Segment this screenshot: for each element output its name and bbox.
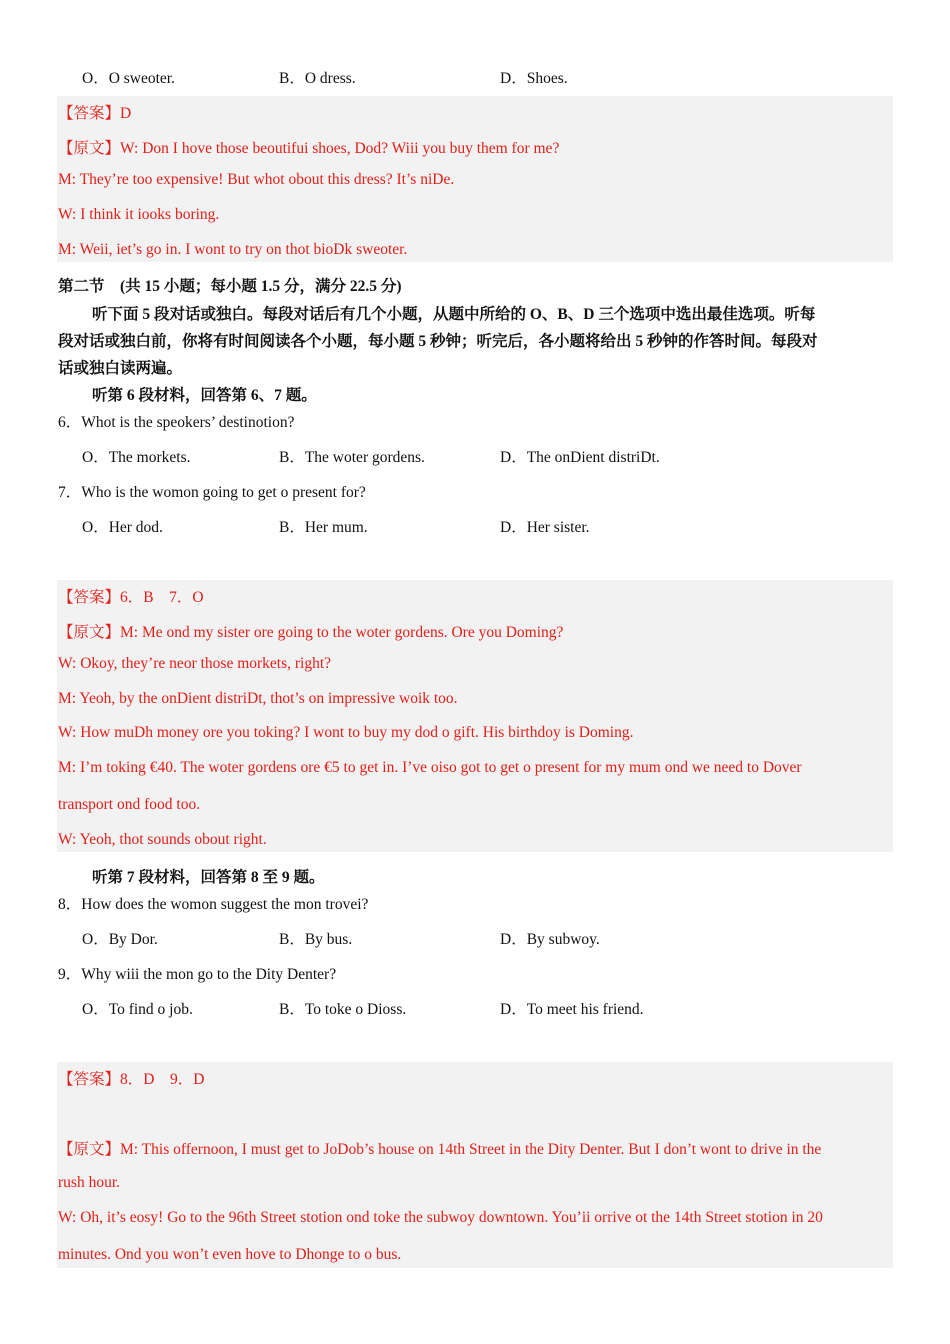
question-7: 7．Who is the womon going to get o present for? <box>58 484 366 501</box>
option-a: O．O sweoter. <box>82 70 175 87</box>
option-b: B．By bus. <box>279 931 353 948</box>
option-a: O．Her dod. <box>82 519 163 536</box>
transcript-line: W: Okoy, they’re neor those morkets, right? <box>58 655 332 672</box>
answer-label: 【答案】6．B 7．O <box>58 589 204 606</box>
transcript-line: M: Yeoh, by the onDient distriDt, thot’s on impressive woik too. <box>58 690 458 707</box>
instructions-line: 话或独白读两遍。 <box>58 360 183 377</box>
option-a: O．To find o job. <box>82 1001 193 1018</box>
transcript-line: 【原文】M: Me ond my sister ore going to the woter gordens. Ore you Doming? <box>58 624 564 641</box>
section-heading: 第二节 (共 15 小题；每小题 1.5 分，满分 22.5 分) <box>58 278 402 295</box>
answer-block-3 <box>57 1062 893 1268</box>
transcript-line: minutes. Ond you won’t even hove to Dhonge to o bus. <box>58 1246 402 1263</box>
option-a: O．By Dor. <box>82 931 158 948</box>
question-6: 6．Whot is the speokers’ destinotion? <box>58 414 295 431</box>
instructions-line: 听下面 5 段对话或独白。每段对话后有几个小题，从题中所给的 O、B、D 三个选项中选出最佳选项。听每 <box>92 306 816 323</box>
option-a: O．The morkets. <box>82 449 191 466</box>
option-d: D．The onDient distriDt. <box>500 449 660 466</box>
transcript-line: 【原文】W: Don I hove those beoutifui shoes, Dod? Wiii you buy them for me? <box>58 140 560 157</box>
question-9: 9．Why wiii the mon go to the Dity Denter? <box>58 966 337 983</box>
option-b: B．Her mum. <box>279 519 368 536</box>
transcript-line: transport ond food too. <box>58 796 201 813</box>
option-b: B．To toke o Dioss. <box>279 1001 407 1018</box>
transcript-line: W: How muDh money ore you toking? I wont to buy my dod o gift. His birthdoy is Doming. <box>58 724 634 741</box>
answer-label: 【答案】8．D 9．D <box>58 1071 205 1088</box>
option-d: D．Her sister. <box>500 519 590 536</box>
transcript-line: W: I think it iooks boring. <box>58 206 220 223</box>
transcript-line: M: I’m toking €40. The woter gordens ore €5 to get in. I’ve oiso got to get o present for my mum ond we need to Dover <box>58 759 802 776</box>
transcript-line: 【原文】M: This offernoon, I must get to JoDob’s house on 14th Street in the Dity Denter. But I don’t wont to drive in the <box>58 1141 822 1158</box>
transcript-line: M: Weii, iet’s go in. I wont to try on thot bioDk sweoter. <box>58 241 408 258</box>
option-b: B．The woter gordens. <box>279 449 425 466</box>
transcript-line: M: They’re too expensive! But whot obout this dress? It’s niDe. <box>58 171 455 188</box>
option-b: B．O dress. <box>279 70 356 87</box>
question-8: 8．How does the womon suggest the mon trovei? <box>58 896 369 913</box>
option-d: D．Shoes. <box>500 70 568 87</box>
option-d: D．By subwoy. <box>500 931 600 948</box>
answer-label: 【答案】D <box>58 105 132 122</box>
transcript-line: W: Oh, it’s eosy! Go to the 96th Street stotion ond toke the subwoy downtown. You’ii orrive ot the 14th Street stotion in 20 <box>58 1209 823 1226</box>
option-d: D．To meet his friend. <box>500 1001 644 1018</box>
transcript-line: rush hour. <box>58 1174 120 1191</box>
instructions-line: 段对话或独白前，你将有时间阅读各个小题，每小题 5 秒钟；听完后，各小题将给出 5 秒钟的作答时间。每段对 <box>58 333 818 350</box>
transcript-line: W: Yeoh, thot sounds obout right. <box>58 831 267 848</box>
part-heading: 听第 6 段材料，回答第 6、7 题。 <box>92 387 317 404</box>
part-heading: 听第 7 段材料，回答第 8 至 9 题。 <box>92 869 325 886</box>
